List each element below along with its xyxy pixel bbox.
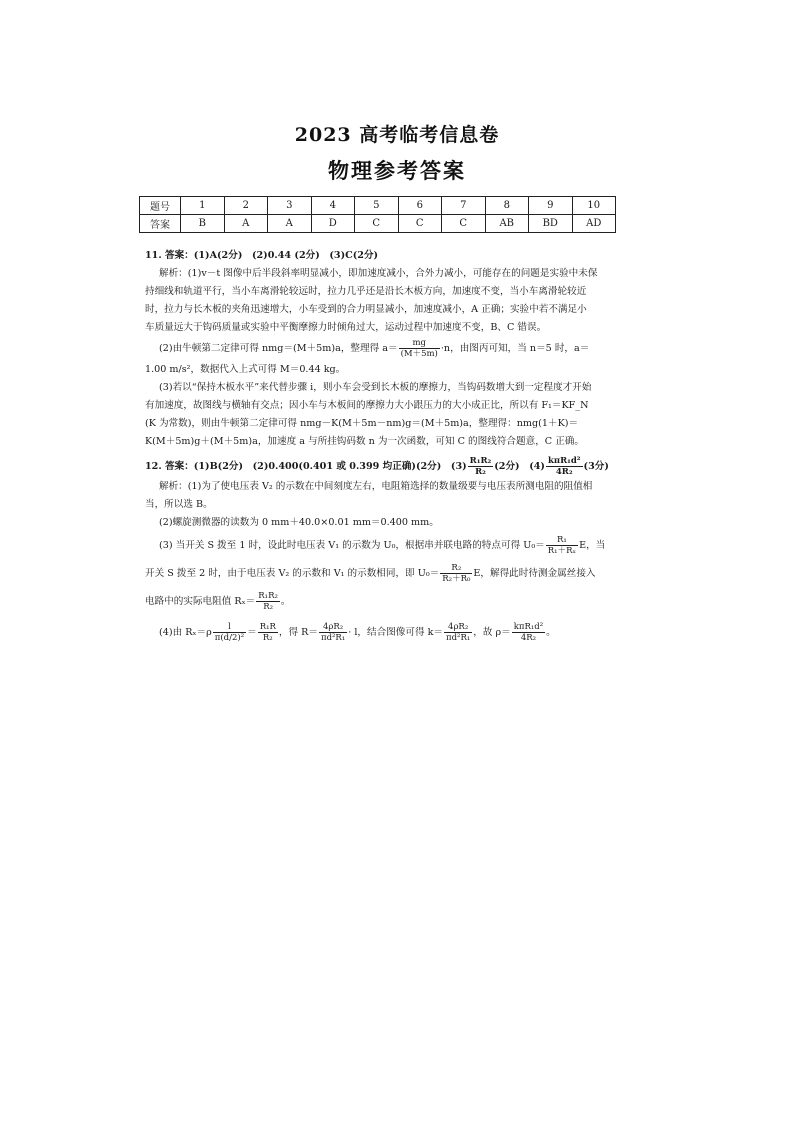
fraction-denominator: π(d/2)²: [214, 633, 245, 643]
q12-answer-line: [145, 456, 625, 478]
answer-cell: BD: [529, 215, 573, 233]
answer-subtitle: 物理参考答案: [328, 158, 466, 183]
question-number: 6: [398, 197, 442, 215]
q11-analysis-line: (3)若以“保持木板水平”来代替步骤 i，则小车会受到长木板的摩擦力，当钩码数增大到一定程度才开始: [159, 382, 592, 393]
text-span: 。: [280, 596, 291, 607]
fraction-numerator: kπR₁d²: [513, 622, 544, 632]
text-span: (4)由 Rₓ＝ρ: [159, 627, 212, 638]
q11-analysis-line: 有加速度，故图线与横轴有交点；因小车与木板间的摩擦力大小跟压力的大小成正比，所以有 F₁＝KF_N: [145, 400, 589, 411]
text-span: ，得 R＝: [278, 627, 318, 638]
fraction-numerator: R₁: [546, 535, 578, 546]
fraction-denominator: πd²R₁: [446, 633, 471, 643]
fraction: [546, 535, 578, 556]
fraction: [213, 622, 246, 643]
question-11-block: [145, 247, 625, 451]
text-span: 。: [546, 627, 556, 638]
table-row-numbers: [140, 197, 616, 215]
answer-cell: A: [268, 215, 312, 233]
fraction-denominator: 4R₂: [555, 467, 573, 477]
q12-analysis-line-formula: [145, 560, 625, 588]
answer-table: [139, 196, 616, 233]
question-number: 1: [181, 197, 225, 215]
q11-analysis-line: K(M＋5m)g＋(M＋5m)a，加速度 a 与所挂钩码数 n 为一次函数，可知 C 的图线符合题意，C 正确。: [145, 436, 584, 447]
text-span: E，当: [579, 540, 606, 551]
q12-analysis-line-formula: [145, 588, 625, 616]
fraction: [512, 622, 545, 643]
q11-analysis-line-formula: [145, 337, 625, 361]
fraction-denominator: R₂: [475, 467, 486, 477]
fraction-denominator: 4R₂: [520, 633, 537, 643]
fraction-numerator: 4ρR₂: [444, 622, 472, 633]
text-span: ，故 ρ＝: [473, 627, 511, 638]
text-span: (2分) (4): [494, 461, 545, 472]
fraction: [399, 338, 440, 359]
answer-cell: B: [181, 215, 225, 233]
answer-cell: C: [355, 215, 399, 233]
text-span: ＝: [247, 627, 257, 638]
text-span: (3) 当开关 S 拨至 1 时，设此时电压表 V₁ 的示数为 U₀，根据串并联电路的特点可得 U₀＝: [159, 540, 545, 551]
fraction-numerator: l: [213, 622, 246, 633]
question-12-block: [145, 456, 625, 650]
question-number: 10: [572, 197, 616, 215]
answer-cell: C: [442, 215, 486, 233]
fraction: [319, 622, 347, 643]
q12-analysis-line-formula: [145, 532, 625, 560]
q11-analysis-line: 时，拉力与长木板的夹角迅速增大，小车受到的合力明显减小，加速度减小，A 正确；实验中若不满足小: [145, 304, 587, 315]
question-number: 2: [224, 197, 268, 215]
fraction-denominator: R₂: [262, 633, 273, 643]
fraction: [258, 622, 278, 643]
fraction-numerator: kπR₁d²: [547, 456, 581, 466]
row-label-answer: 答案: [140, 215, 181, 233]
fraction-numerator: 4ρR₂: [319, 622, 347, 633]
text-span: 电路中的实际电阻值 Rₓ＝: [145, 596, 256, 607]
question-number: 7: [442, 197, 486, 215]
q12-analysis-line-formula: [145, 616, 625, 650]
fraction-denominator: πd²R₁: [320, 633, 346, 643]
text-span: E，解得此时待测金属丝接入: [473, 568, 596, 579]
q11-analysis-line: 解析：(1)v－t 图像中后半段斜率明显减小，即加速度减小，合外力减小，可能存在的问题是实验中未保: [159, 268, 598, 279]
fraction-numerator: R₁R₂: [258, 591, 278, 601]
fraction-denominator: R₂＋R₀: [442, 574, 471, 584]
fraction-denominator: (M＋5m): [400, 349, 438, 359]
q11-analysis-line: 持细线和轨道平行，当小车离滑轮较远时，拉力几乎还是沿长木板方向，加速度不变，当小车离滑轮较近: [145, 286, 587, 297]
table-row-answers: [140, 215, 616, 233]
q12-analysis-line: 当，所以选 B。: [145, 499, 213, 510]
question-number: 8: [485, 197, 529, 215]
text-span: (3分): [583, 461, 609, 472]
answer-cell: C: [398, 215, 442, 233]
answer-cell: D: [311, 215, 355, 233]
fraction: [546, 456, 583, 477]
q11-analysis-line: 1.00 m/s²，数据代入上式可得 M＝0.44 kg。: [145, 364, 346, 375]
answer-cell: A: [224, 215, 268, 233]
fraction-numerator: R₁R: [259, 622, 276, 632]
q11-analysis-line: 车质量远大于钩码质量或实验中平衡摩擦力时倾角过大，运动过程中加速度不变，B、C 错误。: [145, 322, 547, 333]
question-number: 4: [311, 197, 355, 215]
question-number: 3: [268, 197, 312, 215]
fraction: [468, 456, 494, 477]
fraction: [444, 622, 472, 643]
text-span: · l，结合图像可得 k＝: [348, 627, 444, 638]
question-number: 9: [529, 197, 573, 215]
fraction-denominator: R₁＋Rₓ: [547, 546, 577, 556]
fraction: [256, 591, 280, 612]
fraction-denominator: R₂: [263, 602, 273, 612]
text-span: 开关 S 拨至 2 时，由于电压表 V₂ 的示数和 V₁ 的示数相同，即 U₀＝: [145, 568, 440, 579]
text-span: 12. 答案：(1)B(2分) (2)0.400(0.401 或 0.399 均正确)(2分) (3): [145, 461, 467, 472]
q12-analysis-line: (2)螺旋测微器的读数为 0 mm＋40.0×0.01 mm＝0.400 mm。: [159, 517, 439, 528]
fraction-numerator: R₁R₂: [469, 456, 492, 466]
answer-cell: AD: [572, 215, 616, 233]
text-span: ·n，由图丙可知，当 n＝5 时，a＝: [440, 343, 590, 354]
q11-analysis-line: (K 为常数)，则由牛顿第二定律可得 nmg－K(M＋5m－nm)g＝(M＋5m)a，整理得：nmg(1＋K)＝: [145, 418, 579, 429]
q11-answer-line: 11. 答案：(1)A(2分) (2)0.44 (2分) (3)C(2分): [145, 250, 379, 261]
fraction-numerator: R₂: [440, 563, 472, 574]
q12-analysis-line: 解析：(1)为了使电压表 V₂ 的示数在中间刻度左右，电阻箱选择的数量级要与电压表所测电阻的阻值相: [159, 481, 593, 492]
answer-cell: AB: [485, 215, 529, 233]
text-span: (2)由牛顿第二定律可得 nmg＝(M＋5m)a，整理得 a＝: [159, 343, 398, 354]
fraction-numerator: mg: [399, 338, 440, 349]
question-number: 5: [355, 197, 399, 215]
exam-title: 2023 高考临考信息卷: [294, 124, 500, 146]
fraction: [440, 563, 472, 584]
row-label-number: 题号: [140, 197, 181, 215]
